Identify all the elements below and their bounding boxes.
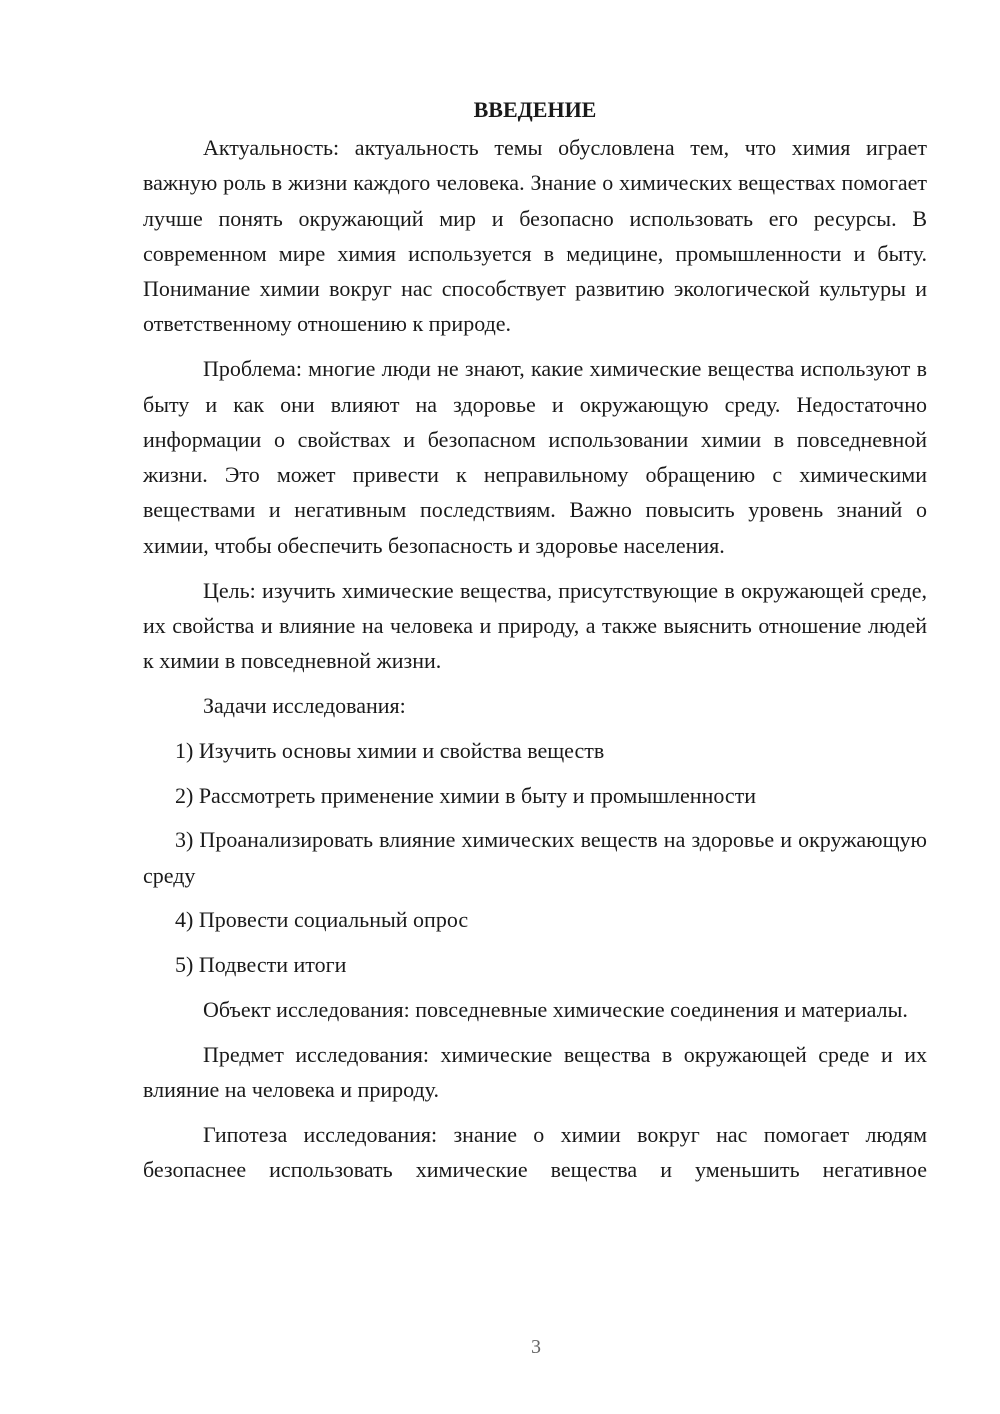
page-number: 3: [531, 1336, 541, 1358]
page-title: ВВЕДЕНИЕ: [473, 97, 597, 122]
task-item-4: 4) Провести социальный опрос: [175, 907, 469, 933]
document-page: [143, 92, 927, 1188]
subject-paragraph: Предмет исследования: химические вещества в окружающей среде и их влияние на человека и природу.: [143, 1041, 927, 1103]
task-item-5: 5) Подвести итоги: [175, 952, 347, 978]
relevance-paragraph: Актуальность: актуальность темы обусловлена тем, что химия играет важную роль в жизни каждого человека. Знание о химических веществах помогает лучше понять окружающий мир и безопасно использовать его ресурсы. В современном мире химия используется в медицине, промышленности и быту. Понимание химии вокруг нас способствует развитию экологической культуры и ответственному отношению к природе.: [143, 135, 927, 337]
tasks-title: Задачи исследования:: [203, 692, 406, 718]
task-item-1: 1) Изучить основы химии и свойства веществ: [175, 737, 605, 763]
task-item-2: 2) Рассмотреть применение химии в быту и промышленности: [175, 782, 757, 808]
object-paragraph: Объект исследования: повседневные химические соединения и материалы.: [203, 997, 908, 1023]
hypothesis-paragraph: Гипотеза исследования: знание о химии вокруг нас помогает людям безопаснее использовать химические вещества и уменьшить негативное: [143, 1121, 927, 1183]
task-item-3: 3) Проанализировать влияние химических веществ на здоровье и окружающую среду: [143, 827, 927, 888]
goal-paragraph: Цель: изучить химические вещества, присутствующие в окружающей среде, их свойства и влияние на человека и природу, а также выяснить отношение людей к химии в повседневной жизни.: [143, 577, 927, 674]
problem-paragraph: Проблема: многие люди не знают, какие химические вещества используют в быту и как они влияют на здоровье и окружающую среду. Недостаточно информации о свойствах и безопасном использовании химии в повседневной жизни. Это может привести к неправильному обращению с химическими веществами и негативным последствиям. Важно повысить уровень знаний о химии, чтобы обеспечить безопасность и здоровье населения.: [143, 356, 927, 558]
